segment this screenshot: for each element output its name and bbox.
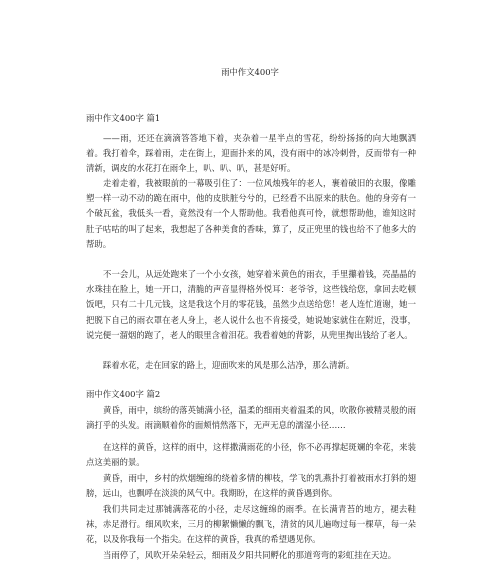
- section-2-title: 雨中作文400字 篇2: [86, 389, 161, 399]
- section-1-paragraph-2: 走着走着，我被眼前的一幕吸引住了：一位风烛残年的老人，裹着破旧的衣服，像雕塑一样一动不动的跪在雨中，他的皮肤脏兮兮的，已经看不出原来的肤色。他的身旁有一个破瓦盆，我低头一看，竟然没有一个人帮助他。我看他真可怜，就想帮助他，谁知这时肚子咕咕的叫了起来，我想起了各种美食的香味，算了，反正兜里的钱也给不了他多大的帮助。: [86, 178, 416, 249]
- section-2-paragraph-4: 我们共同走过那铺满落花的小径，走尽这缠绵的雨季。在长满青苔的地方，褪去鞋袜，赤足滑行。细风吹来，三月的柳絮懒懒的飘飞，清贫的风儿遍吻过每一棵草，每一朵花，以及你我每一个指尖。在这样的黄昏，我真的希望遇见你。: [86, 504, 416, 545]
- section-1-paragraph-1: ——雨，还还在滴滴答答地下着，夹杂着一星半点的雪花，纷纷扬扬的向大地飘洒着。我打着伞，踩着雨，走在街上，迎面扑来的风，没有雨中的冰冷刺骨，反而带有一种清新，调皮的水花打在雨伞上，叭、叭、叭，甚是好听。: [86, 133, 416, 174]
- section-1-paragraph-4: 踩着水花，走在回家的路上，迎面吹来的风是那么洁净，那么清新。: [103, 360, 355, 370]
- section-2-paragraph-1: 黄昏，雨中，缤纷的落英铺满小径，温柔的细雨夹着温柔的风，吹散你被精灵般的雨滴打乎的头发。雨滴顺着你的面颊悄然落下，无声无息的濡湿小径……: [86, 405, 416, 431]
- section-2-paragraph-3: 黄昏，雨中，乡村的炊烟缠绵的绕着多情的柳枝，学飞的乳燕扑打着被雨水打斜的翅膀，远山，也飘呼在淡淡的风气中。我期盼，在这样的黄昏遇到你。: [86, 473, 416, 499]
- section-2-paragraph-5: 当雨停了，风吹开朵朵轻云，细雨及夕阳共同孵化的那道弯弯的彩虹挂在天边。: [103, 550, 397, 560]
- section-1-paragraph-3: 不一会儿，从远处跑来了一个小女孩，她穿着米黄色的雨衣，手里攥着钱，亮晶晶的水珠挂在脸上，她一开口，清脆的声音显得格外悦耳：老爷爷，这些钱给您，拿回去吃顿饭吧，只有二十几元钱，这是我这个月的零花钱，虽然少点送给您！老人连忙道谢，她一把脱下自己的雨衣罩在老人身上，老人说什么也不肯接受，她说她家就住在附近，没事，说完便一溜烟的跑了，老人的眼里含着泪花。我看着她的背影，从兜里掏出钱给了老人。: [86, 269, 416, 340]
- document-title: 雨中作文400字: [221, 67, 279, 77]
- section-1-title: 雨中作文400字 篇1: [86, 113, 161, 123]
- section-2-paragraph-2: 在这样的黄昏，这样的雨中，这样撒满雨花的小径，你不必再撑起斑斓的伞花，来装点这美丽的景。: [86, 442, 416, 468]
